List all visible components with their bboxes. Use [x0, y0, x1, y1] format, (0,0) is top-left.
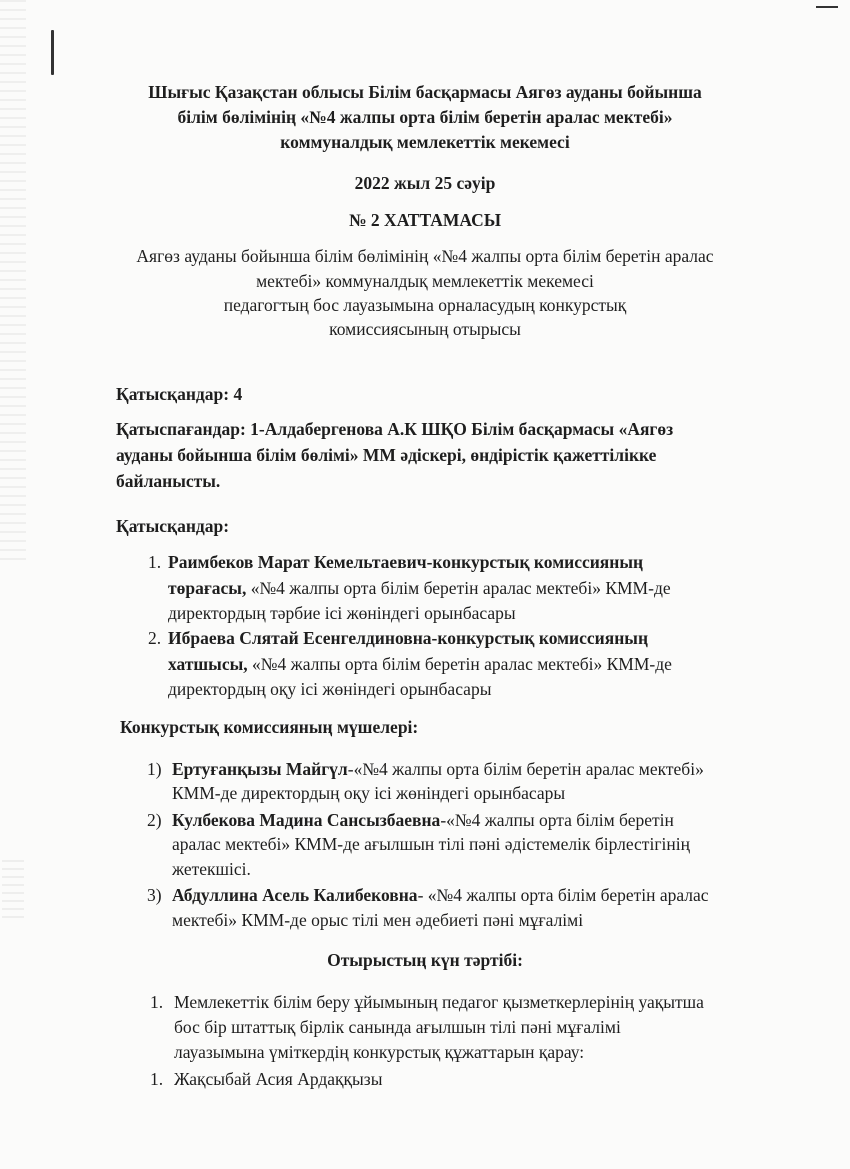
members-heading: Конкурстық комиссияның мүшелері: [120, 717, 419, 737]
absent-line-1: Қатыспағандар: 1-Алдабергенова А.К ШҚО Білім басқармасы «Аягөз [116, 419, 674, 439]
attendee-role [168, 580, 671, 598]
member-number: 3) [147, 885, 162, 905]
scan-corner-mark [816, 6, 838, 8]
attendee-role-title: хатшысы, [168, 654, 248, 674]
member-line-2: КММ-де директордың оқу ісі жөніндегі орынбасары [172, 783, 566, 803]
candidate-number: 1. [150, 1069, 164, 1089]
header-line-3: коммуналдық мемлекеттік мекемесі [280, 132, 570, 152]
attendee-role [168, 656, 672, 674]
member-org: - «№4 жалпы орта білім беретін аралас [417, 885, 709, 905]
attendee-number: 2. [148, 628, 162, 648]
document-date: 2022 жыл 25 сәуір [354, 173, 496, 193]
attendee-name: Ибраева Слятай Есенгелдиновна-конкурстық комиссияның [168, 628, 649, 648]
subtitle-line-1: Аягөз ауданы бойынша білім бөлімінің «№4 жалпы орта білім беретін аралас [136, 246, 714, 266]
agenda-heading: Отырыстың күн тәртібі: [327, 950, 523, 970]
member-line-2: аралас мектебі» КММ-де ағылшын тілі пәні әдістемелік бірлестігінің [172, 834, 690, 854]
absent-line-3: байланысты. [116, 471, 221, 491]
member-line-1 [172, 812, 674, 830]
header-line-2: білім бөлімінің «№4 жалпы орта білім беретін аралас мектебі» [177, 107, 673, 127]
member-number: 2) [147, 810, 162, 830]
candidate-name: Жақсыбай Асия Ардаққызы [174, 1069, 383, 1089]
member-name: Ертуғанқызы Майгүл [172, 759, 348, 779]
member-line-1 [172, 761, 704, 779]
attendee-role-org: «№4 жалпы орта білім беретін аралас мектебі» КММ-де [246, 578, 671, 598]
subtitle-line-4: комиссиясының отырысы [329, 319, 521, 339]
header-line-1: Шығыс Қазақстан облысы Білім басқармасы Аягөз ауданы бойынша [148, 82, 702, 102]
member-line-1 [172, 887, 709, 905]
member-name: Абдуллина Асель Калибековна [172, 885, 418, 905]
scan-edge-noise [2, 860, 24, 920]
attendee-position: директордың тәрбие ісі жөніндегі орынбасары [168, 603, 516, 623]
agenda-line-3: лауазымына үміткердің конкурстық құжаттарын қарау: [174, 1042, 585, 1062]
protocol-title: № 2 ХАТТАМАСЫ [348, 210, 502, 230]
attendees-heading: Қатысқандар: [116, 516, 230, 536]
member-line-2: мектебі» КММ-де орыс тілі мен әдебиеті пәні мұғалімі [172, 910, 584, 930]
attendee-role-org: «№4 жалпы орта білім беретін аралас мектебі» КММ-де [247, 654, 672, 674]
agenda-line-1: Мемлекеттік білім беру ұйымының педагог қызметкерлерінің уақытша [174, 992, 704, 1012]
scan-artifact-line [51, 30, 54, 75]
member-org: -«№4 жалпы орта білім беретін аралас мектебі» [347, 759, 704, 779]
attendee-position: директордың оқу ісі жөніндегі орынбасары [168, 679, 492, 699]
attendee-role-title: төрағасы, [168, 578, 247, 598]
agenda-line-2: бос бір штаттық бірлік санында ағылшын тілі пәні мұғалімі [174, 1017, 621, 1037]
absent-line-2: ауданы бойынша білім бөлімі» ММ әдіскері, өндірістік қажеттілікке [116, 445, 657, 465]
agenda-number: 1. [150, 992, 164, 1012]
member-number: 1) [147, 759, 162, 779]
subtitle-line-2: мектебі» коммуналдық мемлекеттік мекемесі [256, 271, 594, 291]
member-line-3: жетекшісі. [172, 859, 251, 879]
attendee-name: Раимбеков Марат Кемельтаевич-конкурстық комиссияның [168, 552, 644, 572]
attendees-count: Қатысқандар: 4 [116, 384, 243, 404]
subtitle-line-3: педагогтың бос лауазымына орналасудың конкурстық [223, 295, 627, 315]
member-org: -«№4 жалпы орта білім беретін [440, 810, 674, 830]
member-name: Кулбекова Мадина Сансызбаевна [172, 810, 441, 830]
attendee-number: 1. [148, 552, 162, 572]
